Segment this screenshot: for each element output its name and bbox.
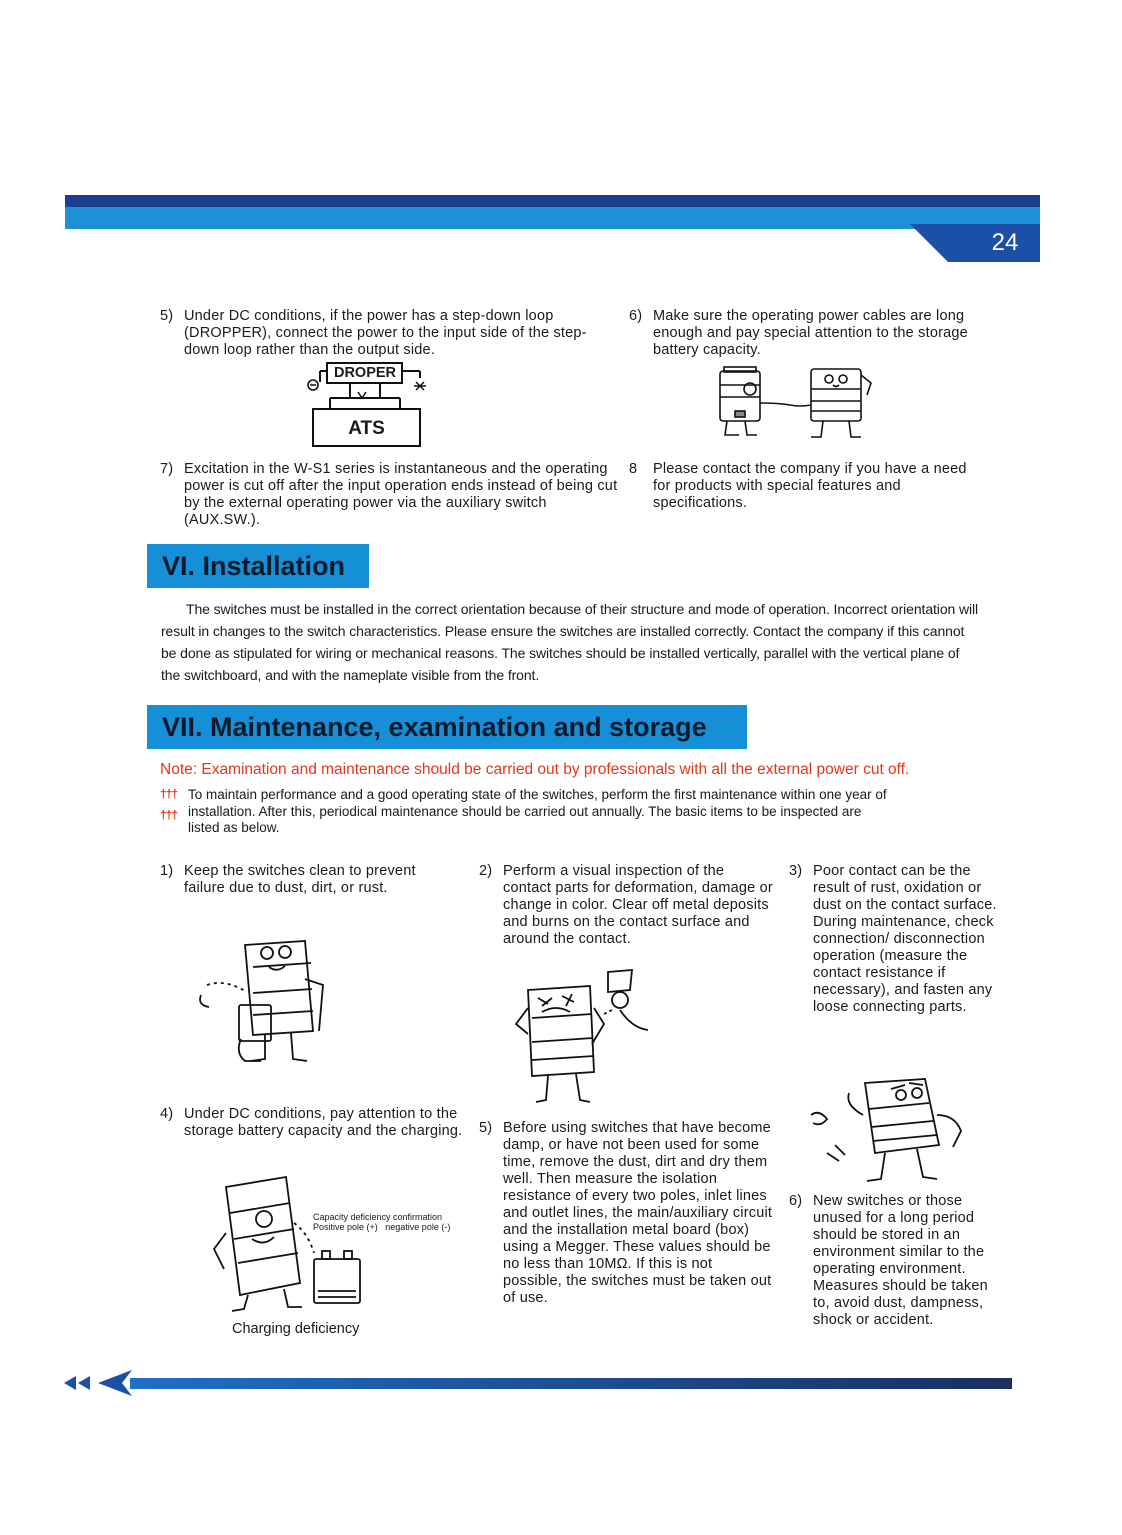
cleaning-switch-illustration: [195, 935, 330, 1067]
list-item: 2) Perform a visual inspection of the contact parts for deformation, damage or change in color. Clear off metal deposits and burns on the contact surface and around the contact.: [479, 863, 773, 947]
inspection-illustration: [508, 968, 658, 1108]
page-number: 24: [991, 229, 1019, 256]
list-item: 7) Excitation in the W-S1 series is instantaneous and the operating power is cut off after the input operation ends instead of being cut by the external operating power via the auxiliary switch (AUX.SW.).: [160, 461, 618, 528]
battery-label: Capacity deficiency confirmation: [313, 1212, 443, 1222]
loose-parts-illustration: [805, 1075, 975, 1187]
maintenance-intro: To maintain performance and a good operating state of the switches, perform the first maintenance within one year of: [188, 787, 887, 802]
maintenance-note: Note: Examination and maintenance should be carried out by professionals with all the external power cut off.: [160, 761, 910, 778]
list-item: 6) New switches or those unused for a long period should be stored in an environment similar to the operating environment. Measures should be taken to, avoid dust, dampness, shock or accident.: [789, 1193, 988, 1328]
plus-terminal-icon: [414, 382, 426, 390]
switch-battery-handshake-illustration: [715, 365, 875, 443]
maintenance-heading: VII. Maintenance, examination and storage: [147, 705, 747, 749]
list-item: 6) Make sure the operating power cables are long enough and pay special attention to the storage battery capacity.: [629, 308, 968, 358]
cross-marks: †††: [160, 808, 178, 822]
maintenance-intro: listed as below.: [188, 820, 280, 835]
cross-marks: †††: [160, 787, 178, 801]
list-item: 1) Keep the switches clean to prevent failure due to dust, dirt, or rust.: [160, 863, 416, 896]
list-item: 5) Under DC conditions, if the power has a step-down loop (DROPPER), connect the power to the input side of the step-down loop rather than the output side.: [160, 308, 587, 358]
charging-caption: Charging deficiency: [232, 1321, 360, 1337]
maintenance-intro: installation. After this, periodical maintenance should be carried out annually. The basic items to be inspected are: [188, 804, 862, 819]
list-item: 3) Poor contact can be the result of rust, oxidation or dust on the contact surface. During maintenance, check connection/ disconnection operation (measure the contact resistance if necessary), and fasten any loose connecting parts.: [789, 863, 997, 1015]
installation-heading: VI. Installation: [147, 544, 369, 588]
header-band: [65, 207, 1040, 229]
footer-bar: [130, 1378, 1012, 1389]
list-item: 8 Please contact the company if you have a need for products with special features and specifications.: [629, 461, 967, 511]
ats-label: ATS: [348, 418, 385, 439]
battery-check-illustration: [208, 1173, 368, 1315]
list-item: 4) Under DC conditions, pay attention to the storage battery capacity and the charging.: [160, 1106, 463, 1139]
list-item: 5) Before using switches that have become damp, or have not been used for some time, remove the dust, dirt and dry them well. Then measure the isolation resistance of every two poles, inlet lines and outlet lines, the main/auxiliary circuit and the installation metal board (box) using a Megger. These values should be no less than 10MΩ. If this is not possible, the switches must be taken out of use.: [479, 1120, 773, 1306]
battery-label: Positive pole (+) negative pole (-): [313, 1222, 451, 1232]
dropper-label: DROPER: [333, 365, 397, 381]
installation-paragraph: The switches must be installed in the correct orientation because of their structure and mode of operation. Incorrect orientation will result in changes to the switch characteristics. Please ensure the switches are installed correctly. Contact the company if this cannot be done as stipulated for wiring or mechanical reasons. The switches should be installed vertically, parallel with the vertical plane of the switchboard, and with the nameplate visible from the front.: [161, 601, 979, 683]
back-arrows-icon: [62, 1368, 134, 1398]
